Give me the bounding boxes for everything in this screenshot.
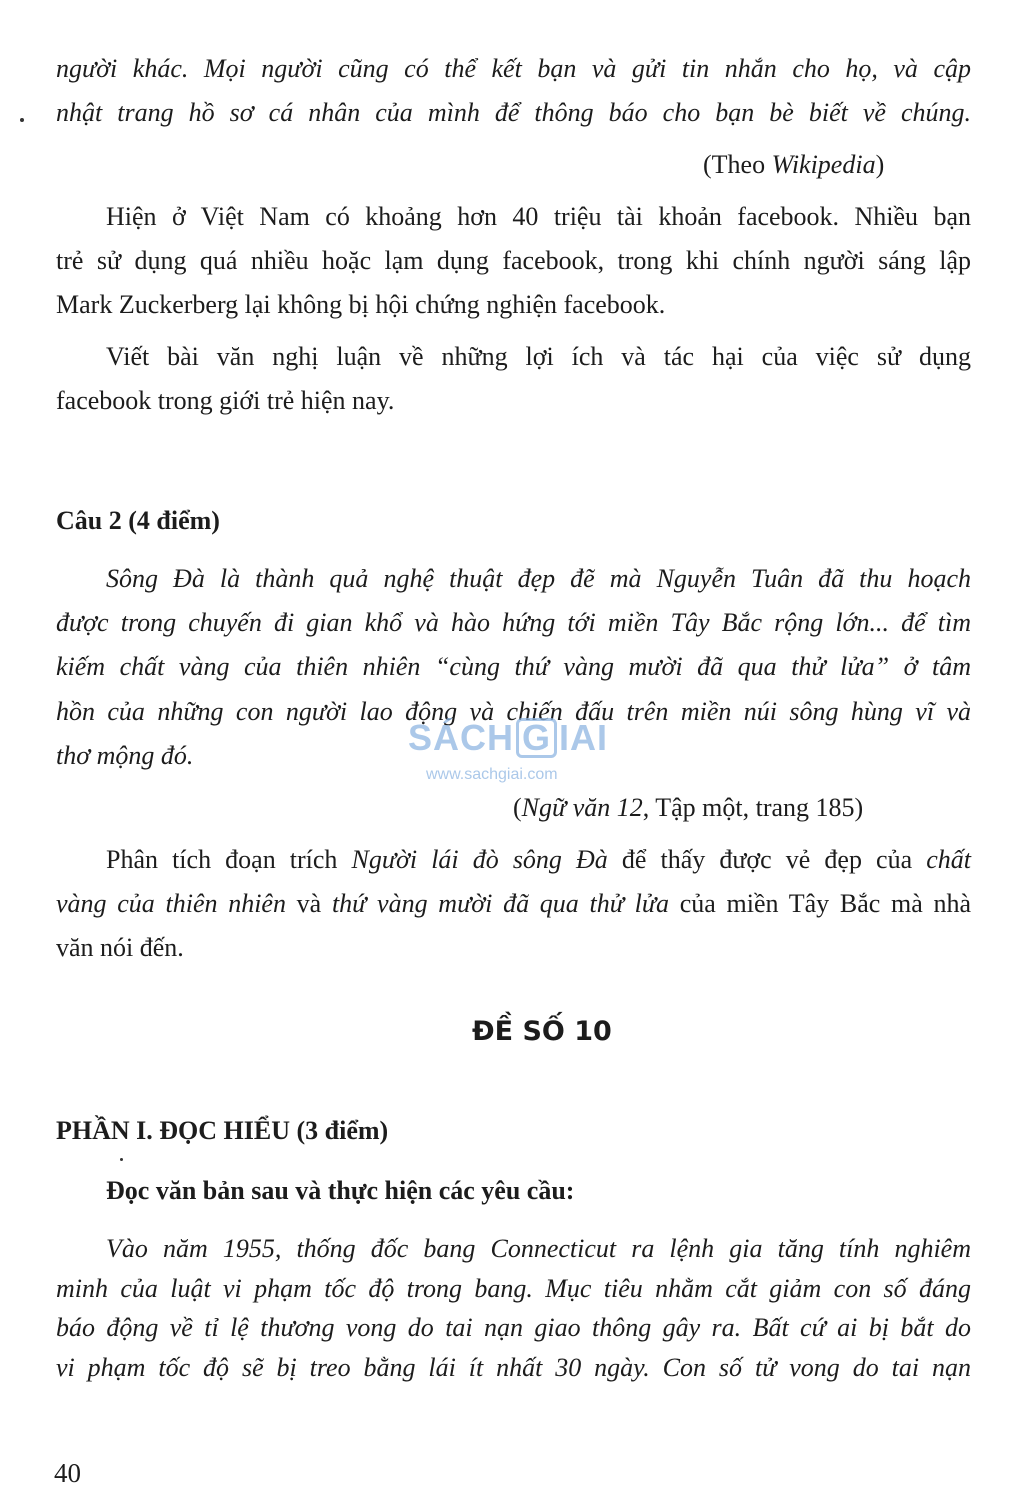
- exam-title: ĐỀ SỐ 10: [472, 1016, 612, 1047]
- watermark-logo-text: IAI: [559, 717, 609, 758]
- page-number: 40: [54, 1458, 81, 1488]
- instruction-line: Đọc văn bản sau và thực hiện các yêu cầu:: [106, 1176, 575, 1205]
- task-emphasis: thứ vàng mười đã qua thử lửa: [331, 889, 669, 918]
- stray-dot: [20, 118, 24, 122]
- sachgiai-watermark: [408, 718, 618, 788]
- prompt-line: Mark Zuckerberg lại không bị hội chứng nghiện facebook.: [56, 290, 666, 319]
- quote-citation: [513, 793, 863, 823]
- task-text: và: [285, 889, 332, 918]
- quote-line: được trong chuyến đi gian khổ và hào hứng tới miền Tây Bắc rộng lớn... để tìm: [56, 608, 971, 637]
- task-line: [106, 845, 971, 875]
- citation-book: Ngữ văn 12: [521, 793, 643, 822]
- quote-line: kiếm chất vàng của thiên nhiên “cùng thứ vàng mười đã qua thử lửa” ở tâm: [56, 652, 971, 681]
- quote-line: thơ mộng đó.: [56, 741, 194, 770]
- passage-line: Vào năm 1955, thống đốc bang Connecticut ra lệnh gia tăng tính nghiêm: [106, 1234, 971, 1263]
- task-text: của miền Tây Bắc mà nhà: [669, 889, 971, 918]
- passage-line: báo động về tỉ lệ thương vong do tai nạn giao thông gây ra. Bất cứ ai bị bắt do: [56, 1313, 971, 1342]
- task-line: facebook trong giới trẻ hiện nay.: [56, 386, 395, 415]
- source-prefix: (Theo: [703, 150, 772, 179]
- citation-rest: , Tập một, trang 185): [642, 793, 864, 822]
- task-work-title: Người lái đò sông Đà: [351, 845, 608, 874]
- task-line: Viết bài văn nghị luận về những lợi ích và tác hại của việc sử dụng: [106, 342, 971, 371]
- prompt-line: trẻ sử dụng quá nhiều hoặc lạm dụng facebook, trong khi chính người sáng lập: [56, 246, 971, 275]
- task-emphasis: vàng của thiên nhiên: [56, 889, 286, 918]
- citation-open: (: [513, 793, 522, 822]
- quote-line: hồn của những con người lao động và chiến đấu trên miền núi sông hùng vĩ và: [56, 697, 971, 726]
- watermark-logo: [408, 718, 608, 758]
- task-text: để thấy được vẻ đẹp của: [607, 845, 927, 874]
- source-name: Wikipedia: [771, 150, 876, 179]
- task-text: Phân tích đoạn trích: [106, 845, 352, 874]
- source-citation: [703, 150, 884, 180]
- prompt-line: Hiện ở Việt Nam có khoảng hơn 40 triệu tài khoản facebook. Nhiều bạn: [106, 202, 971, 231]
- stray-dot: [120, 1158, 123, 1161]
- source-suffix: ): [875, 150, 885, 179]
- watermark-logo-text: SÁCH: [408, 717, 515, 758]
- task-line: văn nói đến.: [56, 933, 184, 962]
- watermark-logo-g: G: [516, 718, 557, 758]
- intro-line: người khác. Mọi người cũng có thể kết bạn và gửi tin nhắn cho họ, và cập: [56, 54, 971, 83]
- task-emphasis: chất: [926, 845, 971, 874]
- quote-line: Sông Đà là thành quả nghệ thuật đẹp đẽ mà Nguyễn Tuân đã thu hoạch: [106, 564, 971, 593]
- passage-line: vi phạm tốc độ sẽ bị treo bằng lái ít nhất 30 ngày. Con số tử vong do tai nạn: [56, 1353, 971, 1382]
- passage-line: minh của luật vi phạm tốc độ trong bang. Mục tiêu nhằm cắt giảm con số đáng: [56, 1274, 971, 1303]
- part-heading: PHẦN I. ĐỌC HIỂU (3 điểm): [56, 1116, 389, 1145]
- watermark-url: www.sachgiai.com: [426, 766, 558, 783]
- intro-line: nhật trang hồ sơ cá nhân của mình để thông báo cho bạn bè biết về chúng.: [56, 98, 971, 127]
- question-heading: Câu 2 (4 điểm): [56, 506, 220, 535]
- task-line: [56, 889, 971, 919]
